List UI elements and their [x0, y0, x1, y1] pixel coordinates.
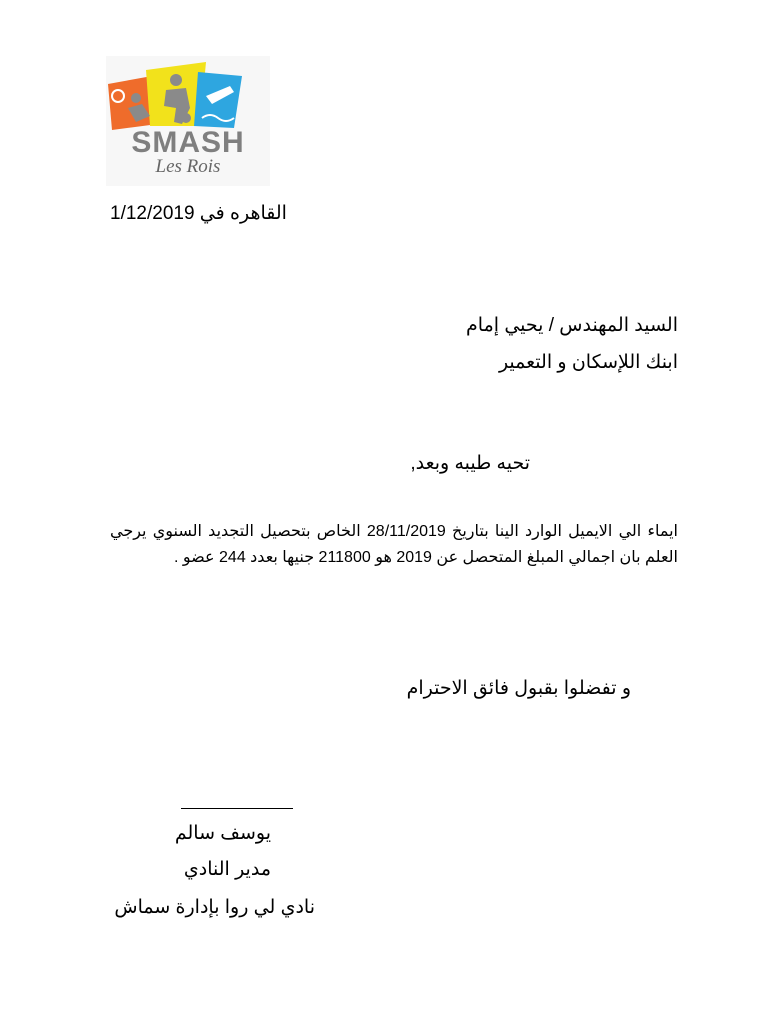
smash-logo — [106, 56, 270, 186]
letter-closing: و تفضلوا بقبول فائق الاحترام — [406, 678, 631, 699]
signer-name: يوسف سالم — [174, 823, 271, 844]
signer-title: مدير النادي — [183, 859, 271, 880]
recipient-name: السيد المهندس / يحيي إمام — [466, 315, 678, 336]
letter-greeting: تحيه طيبه وبعد, — [410, 453, 530, 474]
signature-line — [181, 808, 293, 810]
logo-tagline-text: Les Rois — [155, 156, 221, 177]
letter-body: ايماء الي الايميل الوارد الينا بتاريخ 28/11/2019 الخاص بتحصيل التجديد السنوي يرجي العلم بان اجمالي المبلغ المتحصل عن 2019 هو 211800 جنيها بعدد 244 عضو . — [110, 523, 679, 566]
soccer-ball-icon — [181, 113, 191, 123]
logo-brand-text: SMASH — [131, 126, 245, 159]
recipient-organization: ابنك اللإسكان و التعمير — [498, 352, 678, 373]
signer-organization: نادي لي روا بإدارة سماش — [114, 897, 315, 918]
player-head-icon — [131, 93, 141, 103]
letter-date: القاهره في 1/12/2019 — [110, 203, 287, 224]
runner-head-icon — [170, 74, 182, 86]
